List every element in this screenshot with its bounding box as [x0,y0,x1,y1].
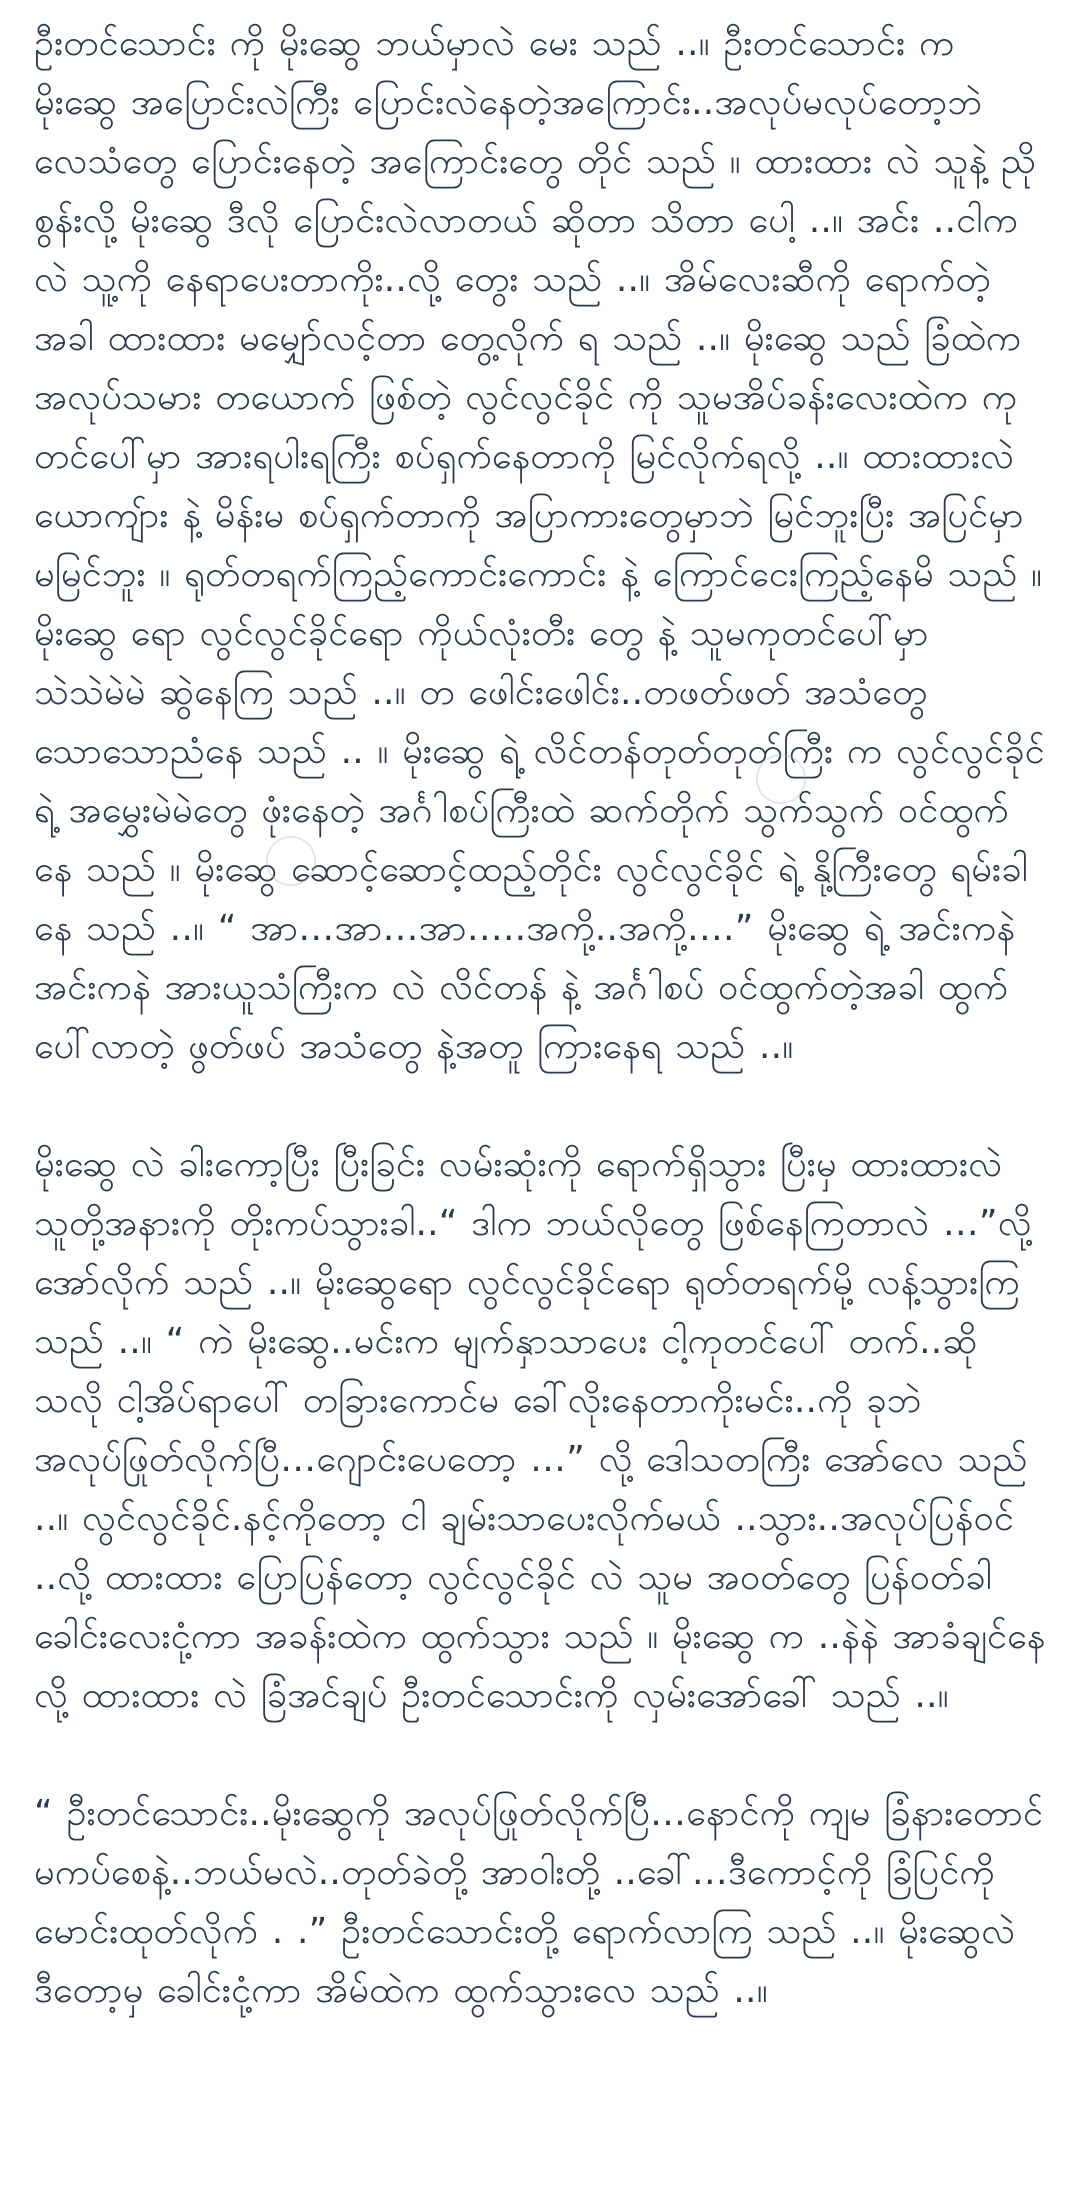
paragraph-spacer [34,1076,1046,1135]
story-paragraph-3: “ ဦးတင်သောင်း..မိုးဆွေကို အလုပ်ဖြုတ်လိုက်ပြီ…နောင်ကို ကျမ ခြံနားတောင် မကပ်စေနဲ့..ဘယ်မလဲ..တုတ်ခဲတို့ အာဝါးတို့ ..ခေါ်…ဒီကောင့်ကို ခြံပြင်ကို မောင်းထုတ်လိုက် . .” ဦးတင်သောင်းတို့ ရောက်လာကြ သည် ..။ မိုးဆွေလဲ ဒီတော့မှ ခေါင်းငုံ့ကာ အိမ်ထဲက ထွက်သွားလေ သည် ..။ [34,1793,1044,2011]
story-paragraph-1: ဦးတင်သောင်း ကို မိုးဆွေ ဘယ်မှာလဲ မေး သည် ..။ ဦးတင်သောင်း က မိုးဆွေ အပြောင်းလဲကြီး ပြောင်းလဲနေတဲ့အကြောင်း..အလုပ်မလုပ်တော့ဘဲ လေသံတွေ ပြောင်းနေတဲ့ အကြောင်းတွေ တိုင် သည် ။ ထားထား လဲ သူနဲ့ ညိုစွန်းလို့ မိုးဆွေ ဒီလို ပြောင်းလဲလာတယ် ဆိုတာ သိတာ ပေါ့ ..။ အင်း ..ငါကလဲ သူ့ကို နေရာပေးတာကိုး..လို့ တွေး သည် ..။ အိမ်လေးဆီကို ရောက်တဲ့အခါ ထားထား မမျှော်လင့်တာ တွေ့လိုက် ရ သည် ..။ မိုးဆွေ သည် ခြံထဲက အလုပ်သမား တယောက် ဖြစ်တဲ့ လွင်လွင်ခိုင် ကို သူမအိပ်ခန်းလေးထဲက ကုတင်ပေါ်မှာ အားရပါးရကြီး စပ်ရှက်နေတာကို မြင်လိုက်ရလို့ ..။ ထားထားလဲ ယောကျ်ား နဲ့ မိန်းမ စပ်ရှက်တာကို အပြာကားတွေမှာဘဲ မြင်ဘူးပြီး အပြင်မှာ မမြင်ဘူး ။ ရုတ်တရက်ကြည့်ကောင်းကောင်း နဲ့ ကြောင်ငေးကြည့်နေမိ သည် ။ မိုးဆွေ ရော လွင်လွင်ခိုင်ရော ကိုယ်လုံးတီး တွေ နဲ့ သူမကုတင်ပေါ်မှာ သဲသဲမဲမဲ ဆွဲနေကြ သည် ..။ တ ဖေါင်းဖေါင်း..တဖတ်ဖတ် အသံတွေ သောသောညံနေ သည် .. ။ မိုးဆွေ ရဲ့ လိင်တန်တုတ်တုတ်ကြီး က လွင်လွင်ခိုင်ရဲ့ အမွှေးမဲမဲတွေ ဖုံးနေတဲ့ အင်္ဂါစပ်ကြီးထဲ ဆက်တိုက် သွက်သွက် ဝင်ထွက်နေ သည် ။ မိုးဆွေ ဆောင့်ဆောင့်ထည့်တိုင်း လွင်လွင်ခိုင် ရဲ့ နို့ကြီးတွေ ရမ်းခါနေ သည် ..။ “ အာ…အာ…အာ…..အကို့..အကို့….” မိုးဆွေ ရဲ့ အင်းကနဲ အင်းကနဲ အားယူသံကြီးက လဲ လိင်တန် နဲ့ အင်္ဂါစပ် ဝင်ထွက်တဲ့အခါ ထွက်ပေါ်လာတဲ့ ဖွတ်ဖပ် အသံတွေ နဲ့အတူ ကြားနေရ သည် ..။ [34,23,1045,1067]
story-paragraph-2: မိုးဆွေ လဲ ခါးကော့ပြီး ပြီးခြင်း လမ်းဆုံးကို ရောက်ရှိသွား ပြီးမှ ထားထားလဲ သူတို့အနားကို တိုးကပ်သွားခါ..“ ဒါက ဘယ်လိုတွေ ဖြစ်နေကြတာလဲ …”လို့ အော်လိုက် သည် ..။ မိုးဆွေရော လွင်လွင်ခိုင်ရော ရုတ်တရက်မို့ လန့်သွားကြသည် ..။ “ ကဲ မိုးဆွေ..မင်းက မျက်နှာသာပေး ငါ့ကုတင်ပေါ် တက်..ဆိုသလို ငါ့အိပ်ရာပေါ် တခြားကောင်မ ခေါ်လိုးနေတာကိုးမင်း..ကို ခုဘဲ အလုပ်ဖြုတ်လိုက်ပြီ…ဂျောင်းပေတော့ …” လို့ ဒေါသတကြီး အော်လေ သည် ..။ လွင်လွင်ခိုင်.နင့်ကိုတော့ ငါ ချမ်းသာပေးလိုက်မယ် ..သွား..အလုပ်ပြန်ဝင် ..လို့ ထားထား ပြောပြန်တော့ လွင်လွင်ခိုင် လဲ သူမ အဝတ်တွေ ပြန်ဝတ်ခါ ခေါင်းလေးငုံ့ကာ အခန်းထဲက ထွက်သွား သည် ။ မိုးဆွေ က ..နဲနဲ အာခံချင်နေလို့ ထားထား လဲ ခြံအင်ချပ် ဦးတင်သောင်းကို လှမ်းအော်ခေါ် သည် ..။ [34,1144,1046,1716]
paragraph-spacer [34,1725,1046,1784]
